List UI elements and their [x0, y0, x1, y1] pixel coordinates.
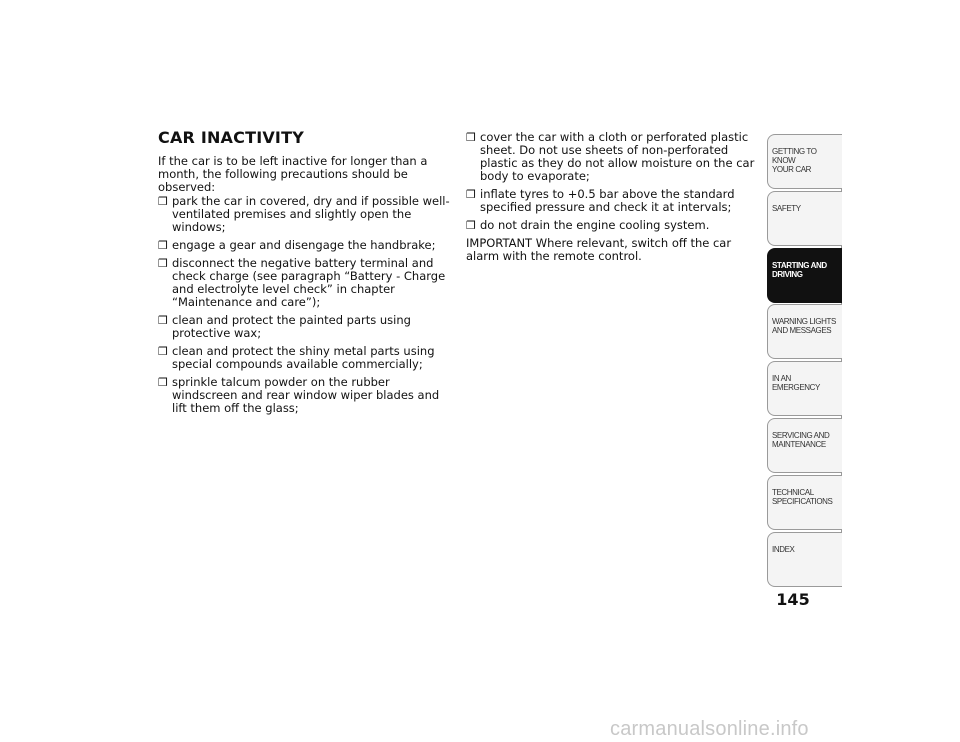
list-item	[466, 131, 762, 183]
list-item-text: inflate tyres to +0.5 bar above the standard specified pressure and check it at intervals;	[480, 187, 735, 214]
checkbox-bullet-icon: ❒	[158, 376, 168, 389]
left-column	[158, 128, 454, 420]
list-item-text: sprinkle talcum powder on the rubber windscreen and rear window wiper blades and lift them off the glass;	[172, 375, 440, 415]
checkbox-bullet-icon: ❒	[158, 314, 168, 327]
tab-technical-specifications[interactable]: TECHNICAL SPECIFICATIONS	[767, 475, 842, 530]
left-bullet-list	[158, 195, 454, 415]
checkbox-bullet-icon: ❒	[466, 188, 476, 201]
right-column	[466, 131, 762, 264]
list-item	[158, 345, 454, 371]
watermark: carmanualsonline.info	[610, 718, 809, 740]
page-number: 145	[776, 590, 810, 609]
important-note: IMPORTANT Where relevant, switch off the car alarm with the remote control.	[466, 236, 732, 263]
list-item	[466, 188, 762, 214]
checkbox-bullet-icon: ❒	[466, 131, 476, 144]
list-item	[158, 195, 454, 234]
list-item	[158, 257, 454, 309]
intro-paragraph: If the car is to be left inactive for longer than a month, the following precautions should be observed:	[158, 154, 428, 194]
list-item	[158, 376, 454, 415]
chapter-tabs	[767, 134, 842, 588]
list-item	[466, 219, 762, 232]
tab-in-an-emergency[interactable]: IN AN EMERGENCY	[767, 361, 842, 416]
checkbox-bullet-icon: ❒	[158, 257, 168, 270]
tab-starting-and-driving[interactable]: STARTING AND DRIVING	[767, 248, 842, 303]
tab-index[interactable]: INDEX	[767, 532, 842, 587]
list-item-text: disconnect the negative battery terminal and check charge (see paragraph “Battery - Charge and electrolyte level check” in chapter “Maintenance and care”);	[172, 256, 446, 309]
list-item	[158, 239, 454, 252]
list-item-text: clean and protect the painted parts using protective wax;	[172, 313, 411, 340]
tab-warning-lights-and-messages[interactable]: WARNING LIGHTS AND MESSAGES	[767, 304, 842, 359]
checkbox-bullet-icon: ❒	[158, 239, 168, 252]
list-item-text: park the car in covered, dry and if possible well-ventilated premises and slightly open the windows;	[172, 194, 450, 234]
tab-safety[interactable]: SAFETY	[767, 191, 842, 246]
list-item	[158, 314, 454, 340]
list-item-text: do not drain the engine cooling system.	[480, 218, 710, 232]
list-item-text: clean and protect the shiny metal parts using special compounds available commercially;	[172, 344, 435, 371]
list-item-text: cover the car with a cloth or perforated plastic sheet. Do not use sheets of non-perforated plastic as they do not allow moisture on the car body to evaporate;	[480, 130, 755, 183]
checkbox-bullet-icon: ❒	[158, 195, 168, 208]
list-item-text: engage a gear and disengage the handbrake;	[172, 238, 436, 252]
checkbox-bullet-icon: ❒	[466, 219, 476, 232]
checkbox-bullet-icon: ❒	[158, 345, 168, 358]
section-title: CAR INACTIVITY	[158, 128, 304, 147]
tab-getting-to-know-your-car[interactable]: GETTING TO KNOW YOUR CAR	[767, 134, 842, 189]
tab-servicing-and-maintenance[interactable]: SERVICING AND MAINTENANCE	[767, 418, 842, 473]
right-bullet-list	[466, 131, 762, 232]
